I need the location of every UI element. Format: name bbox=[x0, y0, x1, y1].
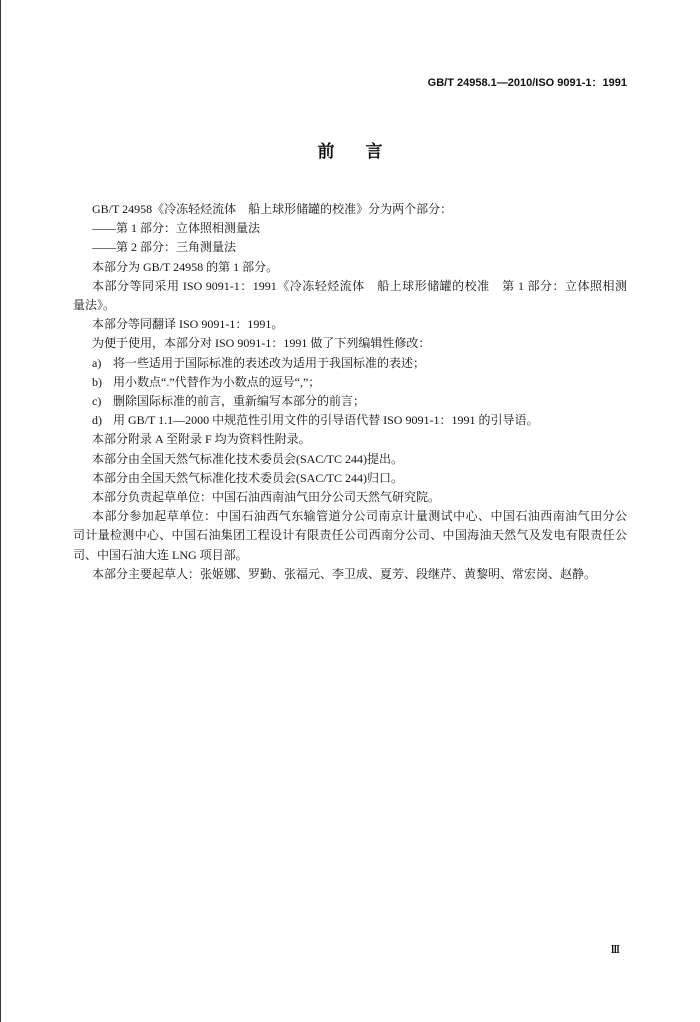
managed-by-statement: 本部分由全国天然气标准化技术委员会(SAC/TC 244)归口。 bbox=[92, 470, 404, 485]
list-item bbox=[73, 392, 627, 411]
translation-statement: 本部分等同翻译 ISO 9091-1：1991。 bbox=[92, 317, 284, 332]
changes-list bbox=[73, 354, 627, 431]
list-item-text: 将一些适用于国际标准的表述改为适用于我国标准的表述； bbox=[113, 355, 426, 370]
list-item bbox=[73, 373, 627, 392]
list-item bbox=[73, 354, 627, 373]
list-item-text: 用 GB/T 1.1—2000 中规范性引用文件的引导语代替 ISO 9091-1：1991 的引导语。 bbox=[113, 413, 539, 428]
scope-statement: 本部分为 GB/T 24958 的第 1 部分。 bbox=[92, 259, 279, 274]
list-item-label: d) bbox=[92, 413, 102, 428]
preface-body bbox=[73, 200, 627, 584]
part-2-entry: ——第 2 部分：三角测量法 bbox=[92, 240, 237, 255]
list-item-text: 删除国际标准的前言，重新编写本部分的前言； bbox=[113, 394, 366, 409]
adoption-statement bbox=[73, 277, 627, 315]
drafting-participants-line: 司、中国石油大连 LNG 项目部。 bbox=[73, 547, 248, 562]
list-item-label: c) bbox=[92, 394, 102, 409]
page-number: Ⅲ bbox=[611, 943, 620, 956]
drafting-participants-statement bbox=[73, 507, 627, 565]
annexes-statement: 本部分附录 A 至附录 F 均为资料性附录。 bbox=[92, 432, 311, 447]
drafting-participants-line: 本部分参加起草单位：中国石油西气东输管道分公司南京计量测试中心、中国石油西南油气田分公 bbox=[92, 509, 627, 524]
changes-intro: 为便于使用，本部分对 ISO 9091-1：1991 做了下列编辑性修改： bbox=[92, 336, 431, 351]
list-item-text: 用小数点“.”代替作为小数点的逗号“,”； bbox=[113, 374, 321, 389]
standard-code-header: GB/T 24958.1—2010/ISO 9091-1：1991 bbox=[427, 77, 627, 89]
adoption-statement-line: 量法》。 bbox=[73, 298, 116, 313]
drafters-statement: 本部分主要起草人：张姬娜、罗勤、张福元、李卫成、夏芳、段继芹、黄黎明、常宏岗、赵静。 bbox=[92, 566, 597, 581]
list-item-label: a) bbox=[92, 355, 102, 370]
intro-paragraph: GB/T 24958《冷冻轻烃流体 船上球形储罐的校准》分为两个部分： bbox=[92, 202, 453, 216]
part-1-entry: ——第 1 部分：立体照相测量法 bbox=[92, 221, 261, 236]
proposed-by-statement: 本部分由全国天然气标准化技术委员会(SAC/TC 244)提出。 bbox=[92, 451, 404, 466]
drafting-participants-line: 司计量检测中心、中国石油集团工程设计有限责任公司西南分公司、中国海油天然气及发电有限责任公 bbox=[73, 528, 627, 543]
drafting-lead-statement: 本部分负责起草单位：中国石油西南油气田分公司天然气研究院。 bbox=[92, 490, 441, 505]
list-item-label: b) bbox=[92, 374, 102, 389]
list-item bbox=[73, 411, 627, 430]
page-title: 前 言 bbox=[317, 142, 390, 162]
adoption-statement-line: 本部分等同采用 ISO 9091-1：1991《冷冻轻烃流体 船上球形储罐的校准 第 1 部分：立体照相测 bbox=[92, 278, 627, 293]
